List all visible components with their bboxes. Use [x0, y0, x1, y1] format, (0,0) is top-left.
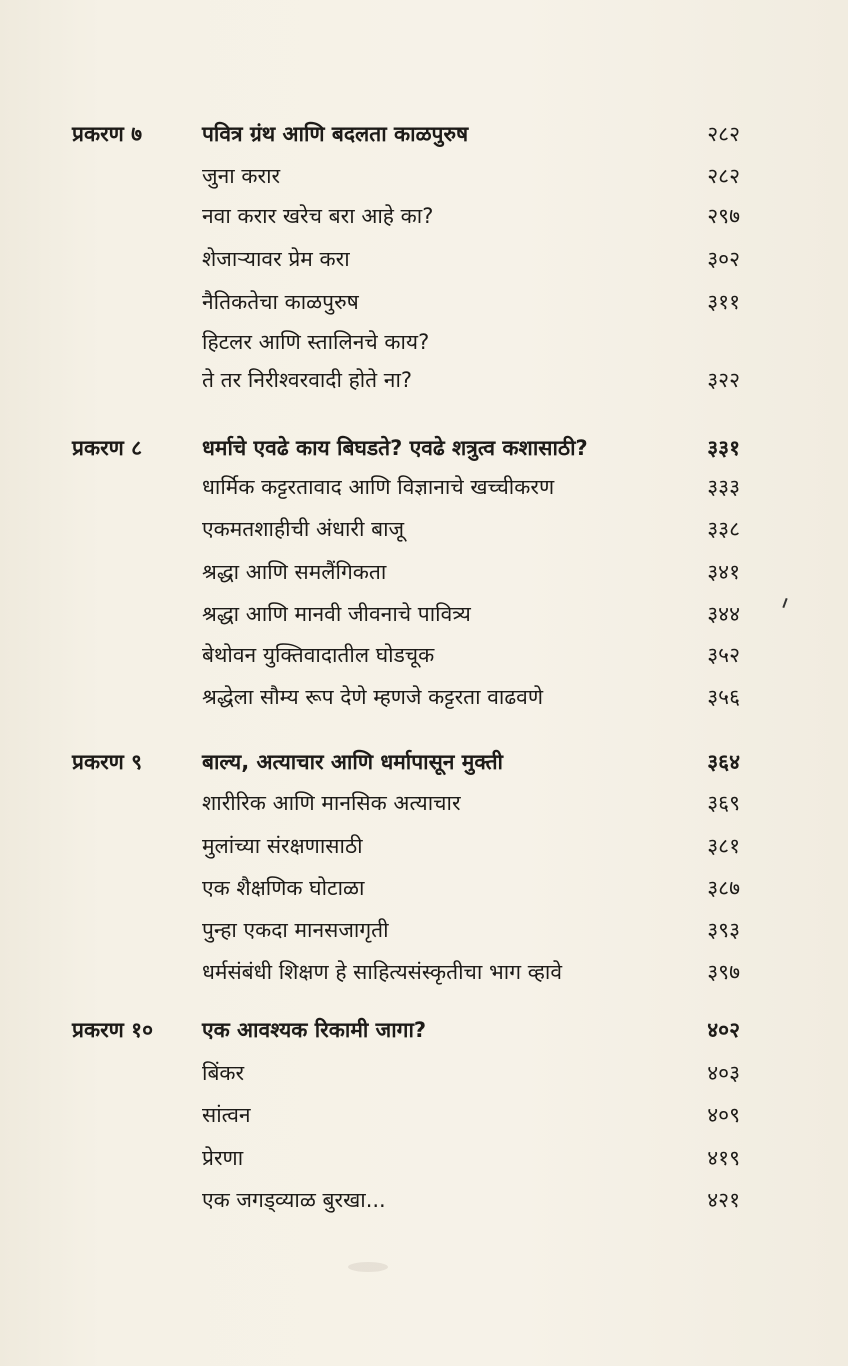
chapter-heading-row — [0, 428, 848, 468]
section-page-number: २९७ — [707, 204, 740, 228]
section-title: श्रद्धा आणि मानवी जीवनाचे पावित्र्य — [202, 602, 471, 626]
section-page-number: ३४१ — [707, 560, 740, 584]
chapter-page-number: ३६४ — [707, 750, 740, 774]
chapter-title: बाल्य, अत्याचार आणि धर्मापासून मुक्ती — [202, 750, 503, 774]
section-row — [0, 783, 848, 823]
chapter-label: प्रकरण ७ — [72, 122, 143, 146]
section-row — [0, 594, 848, 634]
chapter-title: धर्माचे एवढे काय बिघडते? एवढे शत्रुत्व कशासाठी? — [202, 436, 588, 460]
section-page-number: ४२१ — [707, 1188, 740, 1212]
chapter-page-number: ४०२ — [707, 1018, 740, 1042]
chapter-page-number: ३३१ — [707, 436, 740, 460]
section-page-number: ४०३ — [707, 1061, 740, 1085]
section-title: श्रद्धा आणि समलैंगिकता — [202, 560, 387, 584]
section-title: शारीरिक आणि मानसिक अत्याचार — [202, 791, 461, 815]
section-page-number: ३८१ — [707, 834, 740, 858]
section-page-number: ३२२ — [707, 368, 740, 392]
section-row — [0, 552, 848, 592]
paper-smudge — [348, 1262, 388, 1272]
section-row — [0, 952, 848, 992]
section-title: श्रद्धेला सौम्य रूप देणे म्हणजे कट्टरता वाढवणे — [202, 685, 544, 709]
section-title: बेथोवन युक्तिवादातील घोडचूक — [202, 643, 435, 667]
section-row — [0, 635, 848, 675]
section-title: नैतिकतेचा काळपुरुष — [202, 290, 359, 314]
section-title: ते तर निरीश्वरवादी होते ना? — [202, 368, 413, 392]
chapter-title: एक आवश्यक रिकामी जागा? — [202, 1018, 427, 1042]
section-title: सांत्वन — [202, 1103, 251, 1127]
section-row — [0, 196, 848, 236]
section-title: धर्मसंबंधी शिक्षण हे साहित्यसंस्कृतीचा भाग व्हावे — [202, 960, 563, 984]
section-page-number: ३४४ — [707, 602, 740, 626]
section-row — [0, 1053, 848, 1093]
chapter-label: प्रकरण ८ — [72, 436, 143, 460]
section-row — [0, 322, 848, 362]
section-title: शेजाऱ्यावर प्रेम करा — [202, 247, 350, 271]
section-title: एक शैक्षणिक घोटाळा — [202, 876, 365, 900]
section-title: एक जगड्व्याळ बुरखा... — [202, 1188, 386, 1212]
section-row — [0, 282, 848, 322]
section-page-number: ३३३ — [707, 475, 740, 499]
section-page-number: ३०२ — [707, 247, 740, 271]
section-row — [0, 1138, 848, 1178]
section-row — [0, 156, 848, 196]
section-page-number: ३९३ — [707, 918, 740, 942]
section-page-number: ३८७ — [707, 876, 740, 900]
section-page-number: ३११ — [707, 290, 740, 314]
section-title: नवा करार खरेच बरा आहे का? — [202, 204, 434, 228]
section-row — [0, 509, 848, 549]
section-row — [0, 677, 848, 717]
chapter-title: पवित्र ग्रंथ आणि बदलता काळपुरुष — [202, 122, 469, 146]
section-page-number: ३५२ — [707, 643, 740, 667]
section-title: मुलांच्या संरक्षणासाठी — [202, 834, 363, 858]
chapter-label: प्रकरण १० — [72, 1018, 153, 1042]
section-title: हिटलर आणि स्तालिनचे काय? — [202, 330, 430, 354]
section-page-number: ३५६ — [707, 685, 740, 709]
section-title: प्रेरणा — [202, 1146, 244, 1170]
section-page-number: ४०९ — [707, 1103, 740, 1127]
section-row — [0, 360, 848, 400]
section-row — [0, 826, 848, 866]
section-page-number: ३९७ — [707, 960, 740, 984]
section-page-number: ४१९ — [707, 1146, 740, 1170]
section-title: पुन्हा एकदा मानसजागृती — [202, 918, 389, 942]
section-row — [0, 1095, 848, 1135]
section-title: बिंकर — [202, 1061, 245, 1085]
section-page-number: २८२ — [707, 164, 740, 188]
section-row — [0, 239, 848, 279]
section-title: जुना करार — [202, 164, 281, 188]
chapter-heading-row — [0, 1010, 848, 1050]
section-page-number: ३६९ — [707, 791, 740, 815]
chapter-label: प्रकरण ९ — [72, 750, 143, 774]
chapter-page-number: २८२ — [707, 122, 740, 146]
section-row — [0, 467, 848, 507]
section-row — [0, 1180, 848, 1220]
section-row — [0, 910, 848, 950]
section-title: धार्मिक कट्टरतावाद आणि विज्ञानाचे खच्चीकरण — [202, 475, 555, 499]
chapter-heading-row — [0, 114, 848, 154]
section-page-number: ३३८ — [707, 517, 740, 541]
chapter-heading-row — [0, 742, 848, 782]
section-title: एकमतशाहीची अंधारी बाजू — [202, 517, 405, 541]
section-row — [0, 868, 848, 908]
